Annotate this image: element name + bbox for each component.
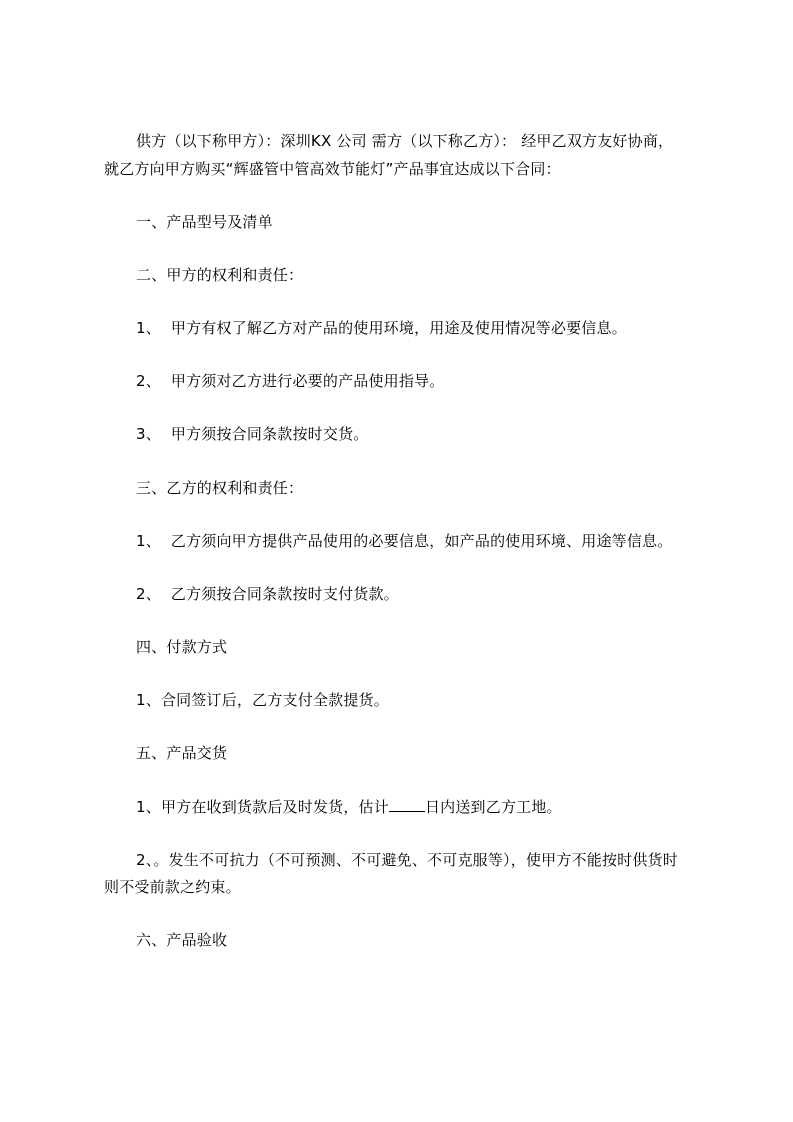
section-2-title: 二、甲方的权利和责任： <box>136 266 304 284</box>
section-2-item-2: 2、 甲方须对乙方进行必要的产品使用指导。 <box>136 372 445 390</box>
intro-line-1: 供方（以下称甲方）：深圳KX 公司 需方（以下称乙方）： 经甲乙双方友好协商， <box>136 132 674 150</box>
days-blank-field <box>389 797 425 812</box>
section-5-item-2-line-1: 2、。发生不可抗力（不可预测、不可避免、不可克服等），使甲方不能按时供货时 <box>136 851 678 869</box>
section-5-item-1-after: 日内送到乙方工地。 <box>424 798 562 816</box>
section-3-title: 三、乙方的权利和责任： <box>136 479 304 497</box>
section-5-item-2-line-2: 则不受前款之约束。 <box>104 878 241 896</box>
section-5-title: 五、产品交货 <box>136 744 228 762</box>
section-5-item-1 <box>136 797 562 817</box>
section-6-title: 六、产品验收 <box>136 931 228 949</box>
section-2-item-3: 3、 甲方须按合同条款按时交货。 <box>136 425 369 443</box>
section-1-title: 一、产品型号及清单 <box>136 213 273 231</box>
section-3-item-2: 2、 乙方须按合同条款按时支付货款。 <box>136 585 399 603</box>
intro-line-2: 就乙方向甲方购买“辉盛管中管高效节能灯”产品事宜达成以下合同： <box>104 160 561 178</box>
section-2-item-1: 1、 甲方有权了解乙方对产品的使用环境，用途及使用情况等必要信息。 <box>136 319 627 337</box>
section-4-title: 四、付款方式 <box>136 638 228 656</box>
section-3-item-1: 1、 乙方须向甲方提供产品使用的必要信息，如产品的使用环境、用途等信息。 <box>136 532 673 550</box>
section-4-item-1: 1、合同签订后，乙方支付全款提货。 <box>136 691 389 709</box>
section-5-item-1-before: 1、甲方在收到货款后及时发货，估计 <box>136 798 389 816</box>
